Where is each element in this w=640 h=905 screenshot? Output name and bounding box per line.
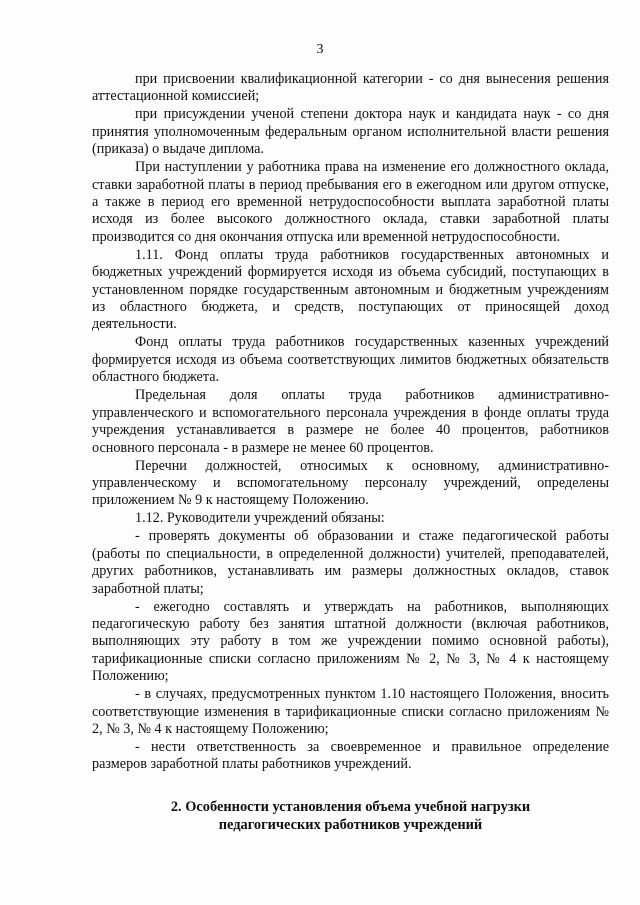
paragraph: - проверять документы об образовании и стаже педагогической работы (работы по специальности, в определенной должности) учителей, преподавателей, других работников, устанавливать им размеры должностных окладов, ставок заработной платы; [92,528,609,597]
section-heading [92,799,609,834]
paragraph: Предельная доля оплаты труда работников административно-управленческого и вспомогательного персонала учреждения в фонде оплаты труда учреждения устанавливается в размере не более 40 процентов, работников основного персонала - в размере не менее 60 процентов. [92,387,609,456]
paragraph: Перечни должностей, относимых к основному, административно-управленческому и вспомогательному персоналу учреждений, определены приложением № 9 к настоящему Положению. [92,457,609,509]
section-heading-line: 2. Особенности установления объема учебной нагрузки [170,799,531,815]
paragraph: - ежегодно составлять и утверждать на работников, выполняющих педагогическую работу без занятия штатной должности (включая работников, выполняющих эту работу в том же учреждении помимо основной работы), тарификационные списки согласно приложениям № 2, № 3, № 4 к настоящему Положению; [92,598,609,685]
paragraph: при присуждении ученой степени доктора наук и кандидата наук - со дня принятия уполномоченным федеральным органом исполнительной власти решения (приказа) о выдаче диплома. [92,106,609,158]
paragraph: - нести ответственность за своевременное и правильное определение размеров заработной платы работников учреждений. [92,738,609,773]
paragraph: Фонд оплаты труда работников государственных казенных учреждений формируется исходя из объема соответствующих лимитов бюджетных обязательств областного бюджета. [92,334,609,386]
paragraph: 1.11. Фонд оплаты труда работников государственных автономных и бюджетных учреждений формируется исходя из объема субсидий, поступающих в установленном порядке государственным автономным и бюджетным учреждениям из областного бюджета, и средств, поступающих от приносящей доход деятельности. [92,246,609,333]
paragraph: 1.12. Руководители учреждений обязаны: [135,510,385,527]
paragraph: При наступлении у работника права на изменение его должностного оклада, ставки заработной платы в период пребывания его в ежегодном или другом отпуске, а также в период его временной нетрудоспособности выплата заработной платы исходя из более высокого должностного оклада, ставки заработной платы производится со дня окончания отпуска или временной нетрудоспособности. [92,159,609,245]
page-number: 3 [316,42,324,57]
body-text [92,71,609,774]
paragraph: при присвоении квалификационной категории - со дня вынесения решения аттестационной комиссией; [92,71,609,105]
paragraph: - в случаях, предусмотренных пунктом 1.10 настоящего Положения, вносить соответствующие изменения в тарификационные списки согласно приложениям № 2, № 3, № 4 к настоящему Положению; [92,686,609,737]
section-heading-line: педагогических работников учреждений [218,816,483,833]
